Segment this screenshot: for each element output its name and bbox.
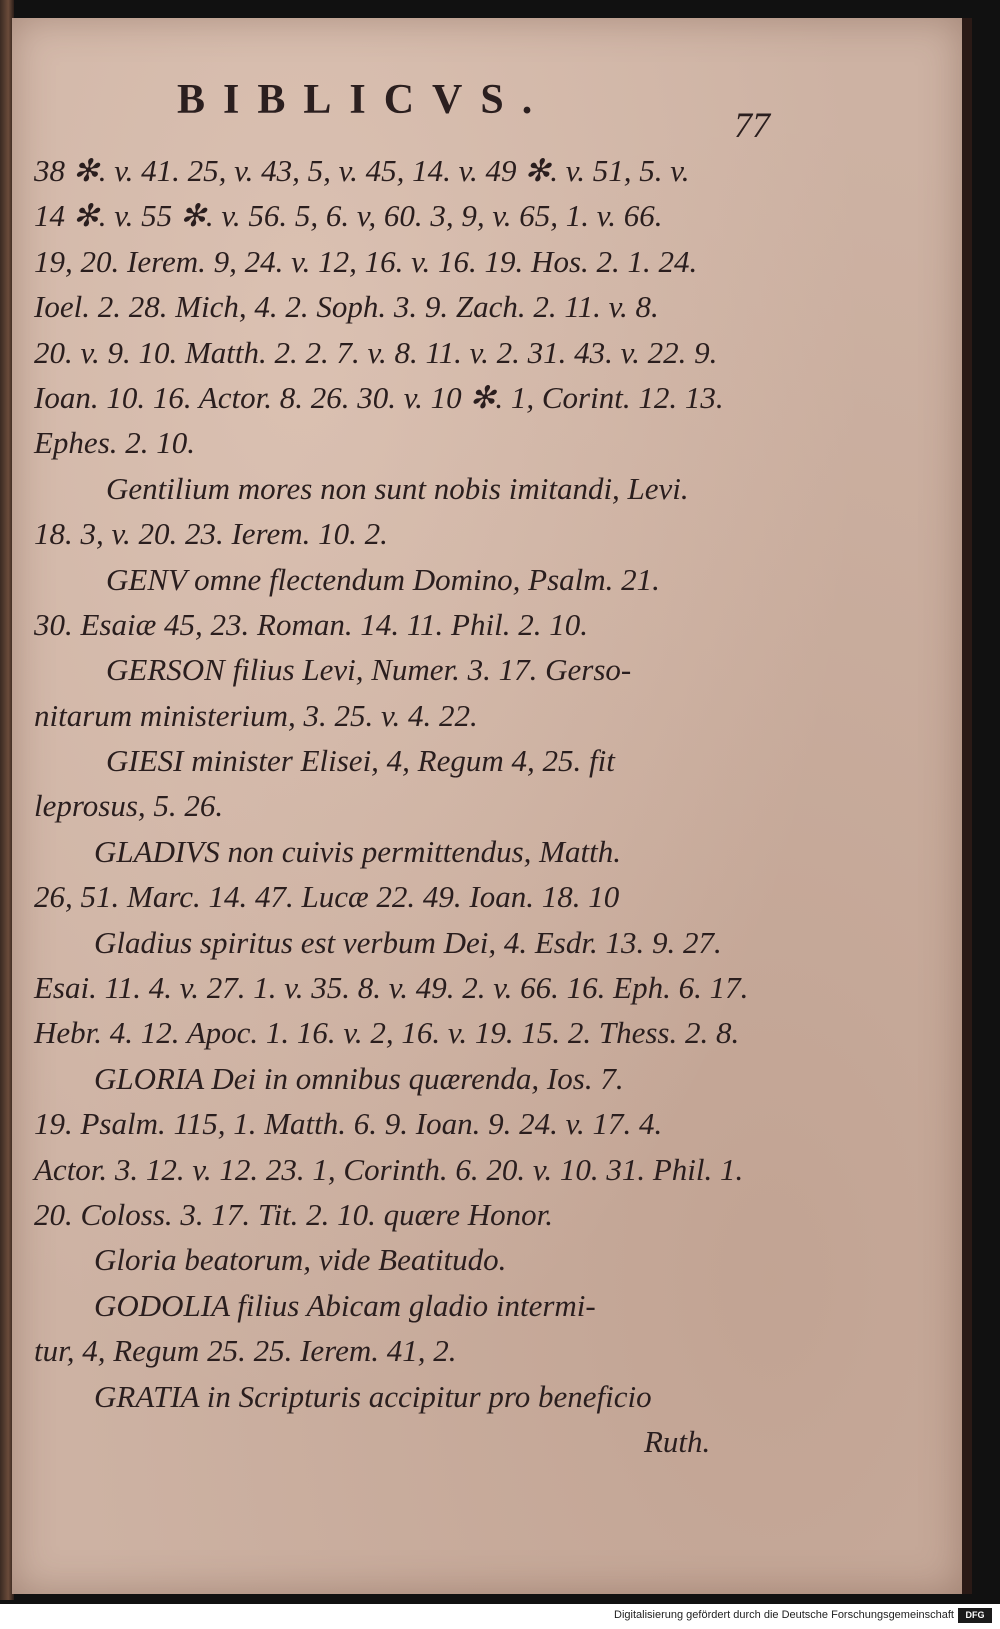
text-line: 20. Coloss. 3. 17. Tit. 2. 10. quære Honor. xyxy=(34,1196,554,1232)
text-line: 38 ✻. v. 41. 25, v. 43, 5, v. 45, 14. v. 49 ✻. v. 51, 5. v. xyxy=(34,153,690,188)
text-line: 19, 20. Ierem. 9, 24. v. 12, 16. v. 16. 19. Hos. 2. 1. 24. xyxy=(34,243,698,279)
entry-heading-line: GENV omne flectendum Domino, Psalm. 21. xyxy=(106,561,660,597)
entry-heading-line: GLADIVS non cuivis permittendus, Matth. xyxy=(94,833,621,869)
text-line: Ioan. 10. 16. Actor. 8. 26. 30. v. 10 ✻. 1, Corint. 12. 13. xyxy=(34,379,724,415)
entry-heading-line: GODOLIA filius Abicam gladio intermi- xyxy=(94,1287,596,1323)
page-number: 77 xyxy=(734,105,770,145)
dfg-logo-icon: DFG xyxy=(958,1608,992,1623)
digitization-footer xyxy=(0,1604,1000,1629)
text-line: leprosus, 5. 26. xyxy=(34,788,224,824)
funding-credit: Digitalisierung gefördert durch die Deutsche Forschungsgemeinschaft xyxy=(614,1609,954,1621)
text-line: 20. v. 9. 10. Matth. 2. 2. 7. v. 8. 11. v. 2. 31. 43. v. 22. 9. xyxy=(34,334,718,370)
text-line: 26, 51. Marc. 14. 47. Lucæ 22. 49. Ioan. 18. 10 xyxy=(34,879,620,915)
text-line: 18. 3, v. 20. 23. Ierem. 10. 2. xyxy=(34,516,388,552)
index-text xyxy=(34,148,774,1464)
text-line: Esai. 11. 4. v. 27. 1. v. 35. 8. v. 49. 2. v. 66. 16. Eph. 6. 17. xyxy=(34,970,749,1006)
text-line: Ioel. 2. 28. Mich, 4. 2. Soph. 3. 9. Zach. 2. 11. v. 8. xyxy=(34,289,659,325)
entry-heading-line: GIESI minister Elisei, 4, Regum 4, 25. fit xyxy=(106,743,615,779)
entry-heading-line: Gloria beatorum, vide Beatitudo. xyxy=(94,1242,507,1278)
text-line: nitarum ministerium, 3. 25. v. 4. 22. xyxy=(34,697,478,733)
catchword: Ruth. xyxy=(644,1423,711,1459)
book-page xyxy=(12,18,972,1594)
entry-heading-line: GRATIA in Scripturis accipitur pro beneficio xyxy=(94,1378,652,1414)
text-line: 19. Psalm. 115, 1. Matth. 6. 9. Ioan. 9. 24. v. 17. 4. xyxy=(34,1106,663,1142)
entry-heading-line: GERSON filius Levi, Numer. 3. 17. Gerso- xyxy=(106,652,632,688)
entry-heading-line: Gladius spiritus est verbum Dei, 4. Esdr. 13. 9. 27. xyxy=(94,924,722,960)
text-line: Actor. 3. 12. v. 12. 23. 1, Corinth. 6. 20. v. 10. 31. Phil. 1. xyxy=(34,1151,744,1187)
entry-heading-line: GLORIA Dei in omnibus quærenda, Ios. 7. xyxy=(94,1060,624,1096)
entry-heading-line: Gentilium mores non sunt nobis imitandi, Levi. xyxy=(106,470,689,506)
text-line: 30. Esaiæ 45, 23. Roman. 14. 11. Phil. 2. 10. xyxy=(34,606,588,642)
text-line: tur, 4, Regum 25. 25. Ierem. 41, 2. xyxy=(34,1333,457,1369)
text-line: Ephes. 2. 10. xyxy=(34,425,196,461)
text-line: 14 ✻. v. 55 ✻. v. 56. 5, 6. v, 60. 3, 9, v. 65, 1. v. 66. xyxy=(34,198,663,234)
running-title: BIBLICVS. xyxy=(177,77,551,123)
text-line: Hebr. 4. 12. Apoc. 1. 16. v. 2, 16. v. 19. 15. 2. Thess. 2. 8. xyxy=(34,1015,740,1051)
